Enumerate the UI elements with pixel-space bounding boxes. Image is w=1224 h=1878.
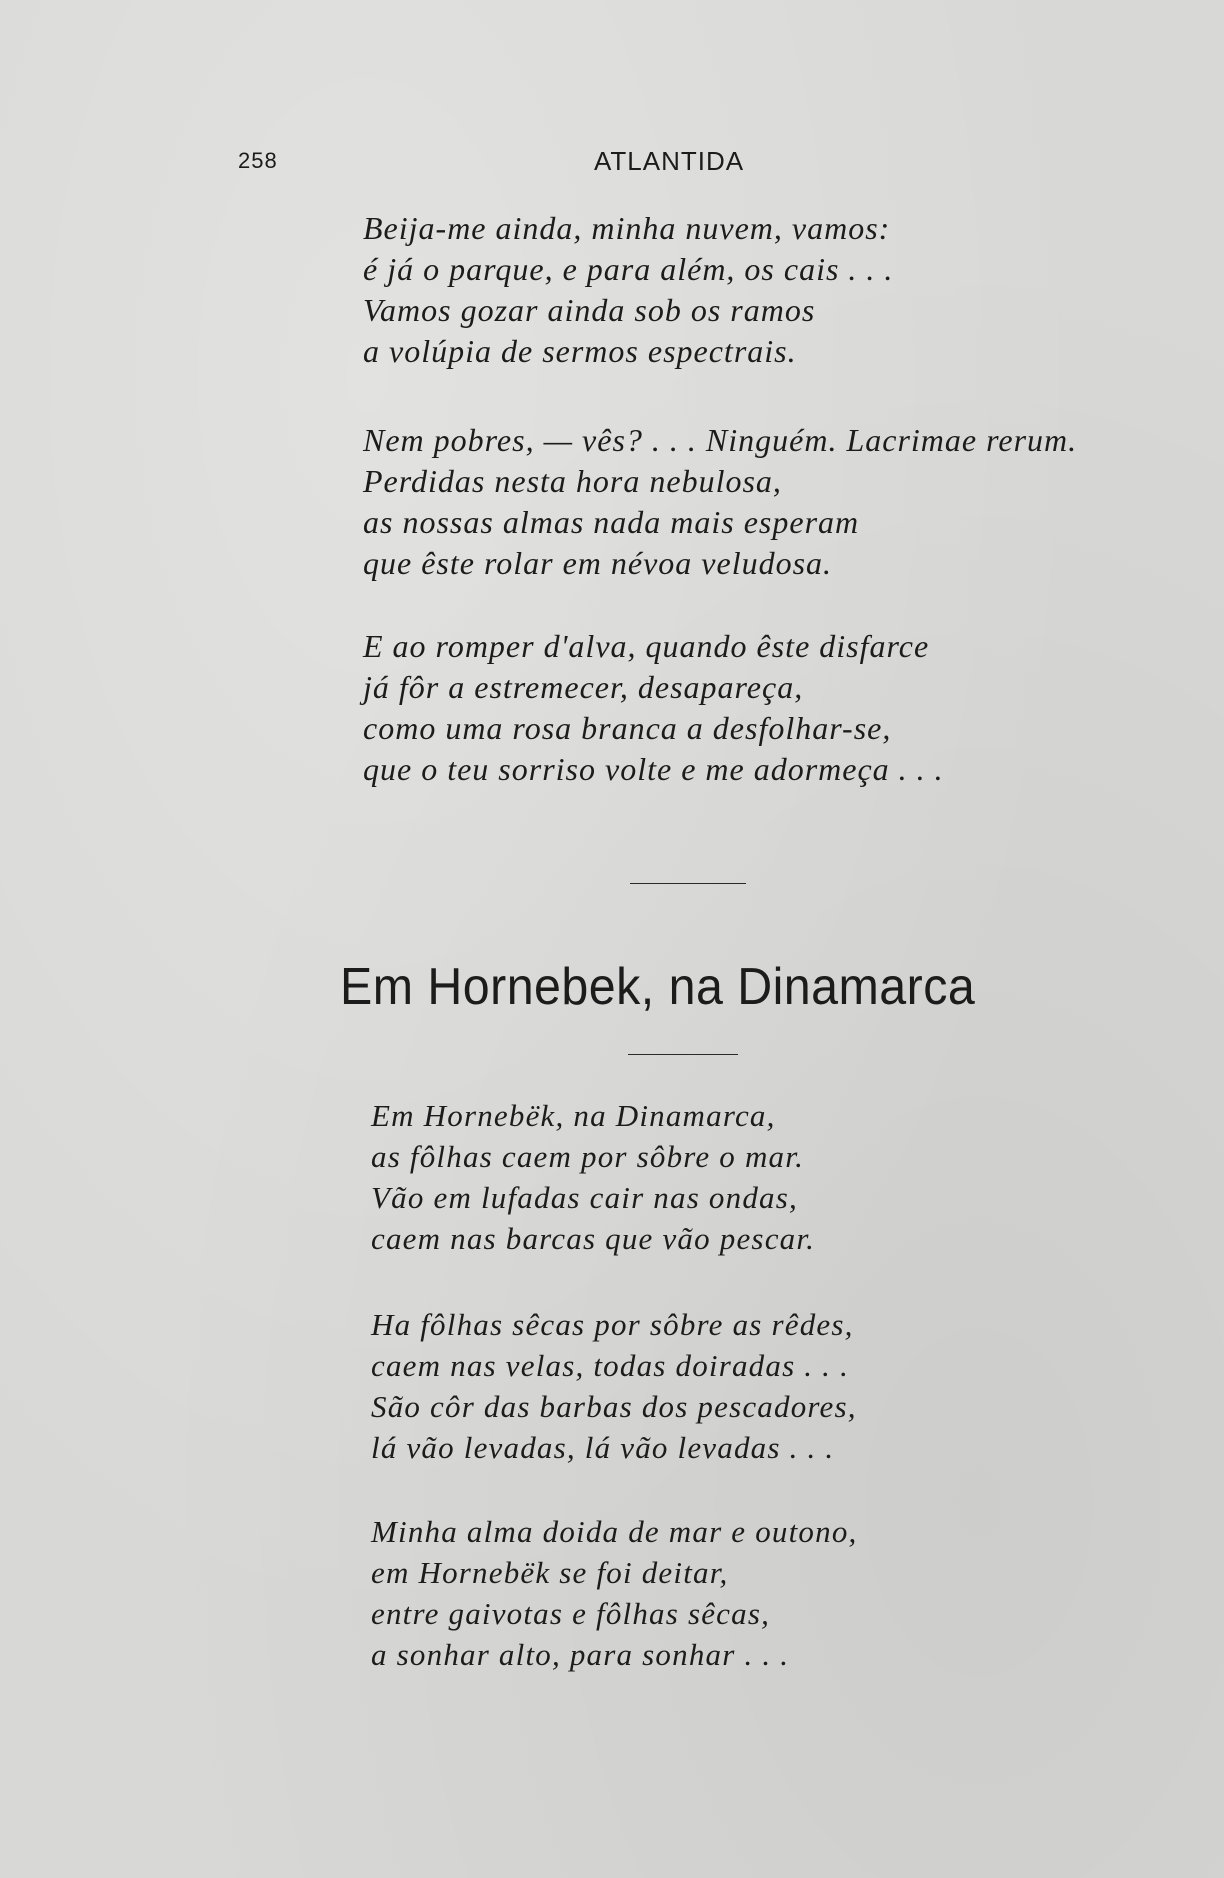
poem-title: Em Hornebek, na Dinamarca bbox=[340, 958, 976, 1016]
running-head: ATLANTIDA bbox=[594, 146, 745, 176]
verse-line: que o teu sorriso volte e me adormeça . . . bbox=[363, 751, 944, 787]
page-number: 258 bbox=[238, 148, 278, 173]
verse-line: Minha alma doida de mar e outono, bbox=[371, 1514, 858, 1549]
verse-line: a volúpia de sermos espectrais. bbox=[363, 333, 797, 369]
verse-line: as fôlhas caem por sôbre o mar. bbox=[371, 1139, 805, 1174]
verse-line: já fôr a estremecer, desapareça, bbox=[363, 669, 804, 705]
verse-line: Perdidas nesta hora nebulosa, bbox=[363, 463, 782, 499]
verse-line: lá vão levadas, lá vão levadas . . . bbox=[371, 1430, 835, 1465]
verse-line: E ao romper d'alva, quando êste disfarce bbox=[363, 628, 930, 664]
verse-line: Em Hornebëk, na Dinamarca, bbox=[371, 1098, 776, 1133]
title-underline-rule bbox=[628, 1054, 738, 1055]
poem2-stanza-1 bbox=[371, 1095, 815, 1259]
verse-line: Vão em lufadas cair nas ondas, bbox=[371, 1180, 798, 1215]
poem1-stanza-2 bbox=[363, 420, 1077, 584]
verse-line: a sonhar alto, para sonhar . . . bbox=[371, 1637, 790, 1672]
verse-line: caem nas velas, todas doiradas . . . bbox=[371, 1348, 850, 1383]
verse-line: Vamos gozar ainda sob os ramos bbox=[363, 292, 816, 328]
poem1-stanza-3 bbox=[363, 626, 944, 790]
poem2-stanza-2 bbox=[371, 1304, 857, 1468]
verse-line: como uma rosa branca a desfolhar-se, bbox=[363, 710, 892, 746]
verse-line: São côr das barbas dos pescadores, bbox=[371, 1389, 857, 1424]
verse-line: é já o parque, e para além, os cais . . . bbox=[363, 251, 894, 287]
verse-line: Ha fôlhas sêcas por sôbre as rêdes, bbox=[371, 1307, 854, 1342]
verse-line: entre gaivotas e fôlhas sêcas, bbox=[371, 1596, 771, 1631]
verse-line: Beija-me ainda, minha nuvem, vamos: bbox=[363, 210, 891, 246]
section-divider bbox=[630, 883, 746, 884]
verse-line: as nossas almas nada mais esperam bbox=[363, 504, 860, 540]
poem2-stanza-3 bbox=[371, 1511, 857, 1675]
verse-line: que êste rolar em névoa veludosa. bbox=[363, 545, 833, 581]
verse-line: caem nas barcas que vão pescar. bbox=[371, 1221, 816, 1256]
verse-line: em Hornebëk se foi deitar, bbox=[371, 1555, 729, 1590]
poem1-stanza-1 bbox=[363, 208, 893, 372]
verse-line: Nem pobres, — vês? . . . Ninguém. Lacrimae rerum. bbox=[363, 422, 1078, 458]
